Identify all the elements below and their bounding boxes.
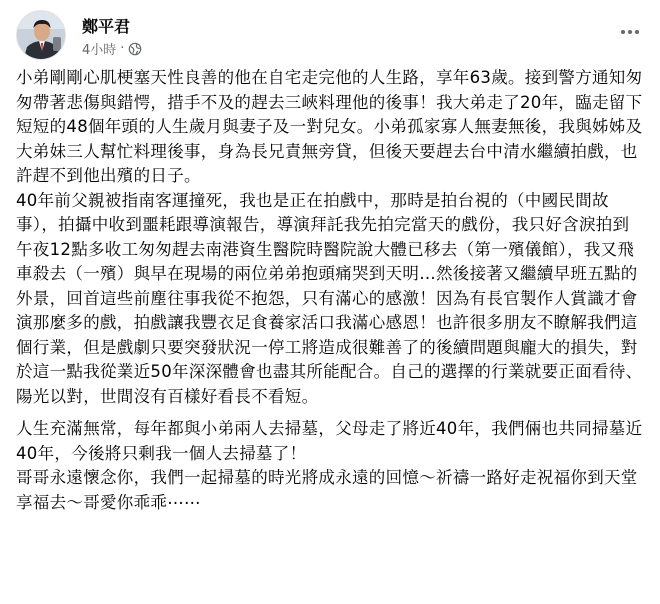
- paragraph-gap: [16, 409, 644, 417]
- avatar-portrait-icon: [17, 11, 66, 60]
- dot-icon: [635, 30, 639, 34]
- post-paragraph-4: 哥哥永遠懷念你，我們一起掃墓的時光將成永遠的回憶～祈禱一路好走祝福你到天堂享福去～哥愛你乖乖⋯⋯: [16, 468, 638, 512]
- post-body: [16, 66, 644, 515]
- author-avatar[interactable]: [16, 10, 66, 60]
- post-timestamp[interactable]: 4小時: [82, 43, 117, 58]
- meta-separator: ·: [120, 41, 125, 56]
- globe-icon[interactable]: [128, 42, 142, 56]
- more-options-icon[interactable]: [616, 22, 644, 42]
- post-meta: [82, 39, 142, 58]
- post-paragraph-2: 40年前父親被指南客運撞死，我也是正在拍戲中，那時是拍台視的（中國民間故事），拍攝中收到噩耗跟導演報告，導演拜託我先拍完當天的戲份，我只好含淚拍到午夜12點多收工匆匆趕去南港資生醫院時醫院說大體已移去（第一殯儀館），我又飛車殺去（一殯）與早在現場的兩位弟弟抱頭痛哭到天明…然後接著又繼續早班五點的外景，回首這些前塵往事我從不抱怨，只有滿心的感激！因為有長官製作人賞識才會演那麼多的戲，拍戲讓我豐衣足食養家活口我滿心感恩！也許很多朋友不瞭解我們這個行業，但是戲劇只要突發狀況一停工將造成很難善了的後續問題與龐大的損失，對於這一點我從業近50年深深體會也盡其所能配合。自己的選擇的行業就要正面看待、陽光以對，世間沒有百樣好看長不看短。: [16, 190, 643, 406]
- post-paragraph-3: 人生充滿無常，每年都與小弟兩人去掃墓，父母走了將近40年，我們倆也共同掃墓近40年，今後將只剩我一個人去掃墓了！: [16, 419, 643, 463]
- dot-icon: [621, 30, 625, 34]
- author-name[interactable]: 鄭平君: [82, 17, 131, 36]
- dot-icon: [628, 30, 632, 34]
- post-header: [16, 10, 644, 60]
- post-paragraph-1: 小弟剛剛心肌梗塞天性良善的他在自宅走完他的人生路，享年63歲。接到警方通知匆匆帶著悲傷與錯愕，措手不及的趕去三峽料理他的後事！我大弟走了20年，臨走留下短短的48個年頭的人生歲月與妻子及一對兒女。小弟孤家寡人無妻無後，我與姊姊及大弟妹三人幫忙料理後事，身為長兄責無旁貸，但後天要趕去台中清水繼續拍戲，也許趕不到他出殯的日子。: [16, 68, 643, 185]
